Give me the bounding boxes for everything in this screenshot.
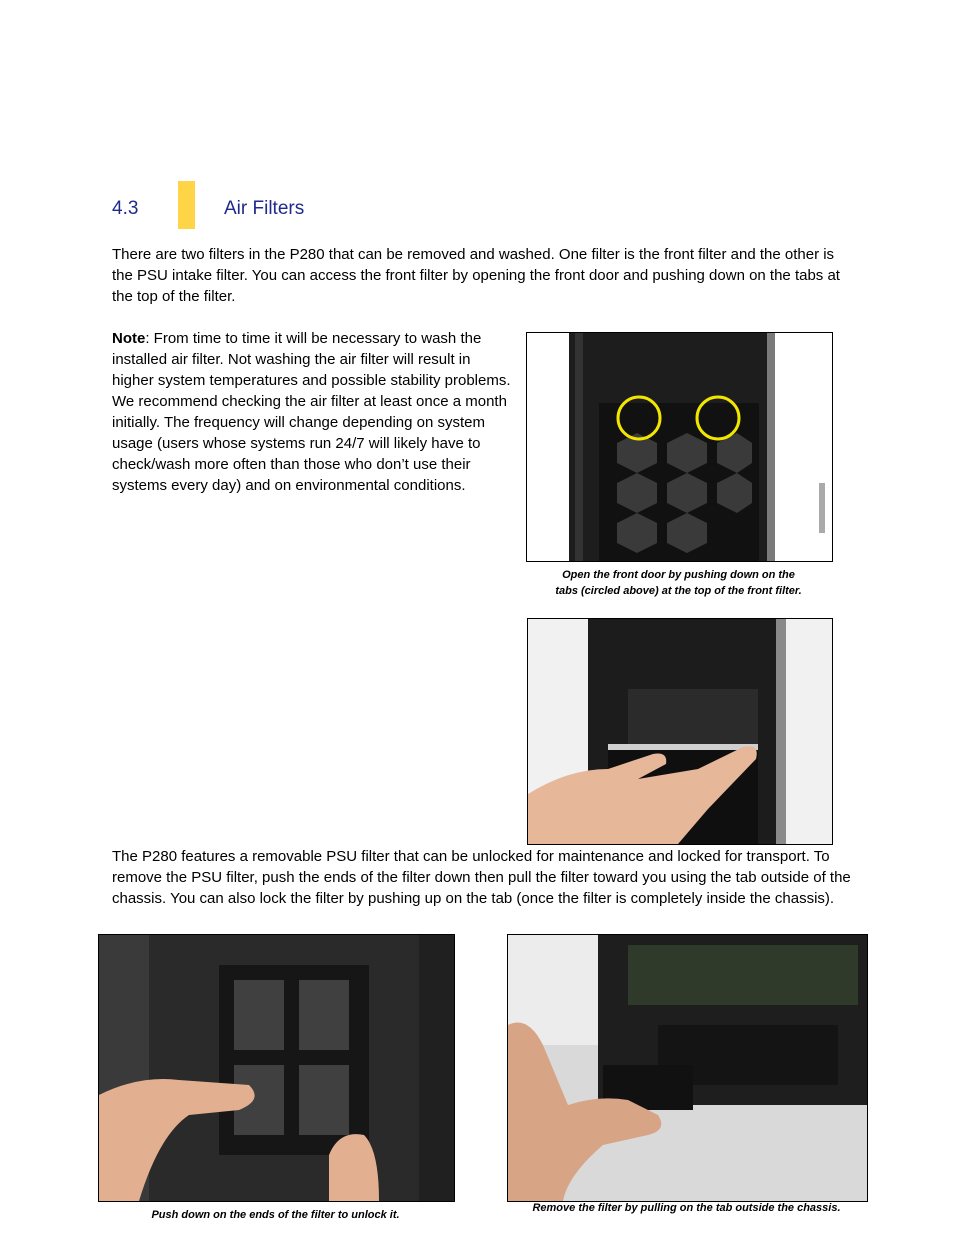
psu-filter-unlock-caption: Push down on the ends of the filter to unlock it. xyxy=(151,1209,400,1221)
section-number: 4.3 xyxy=(112,198,139,219)
front-filter-illustration xyxy=(527,333,832,561)
note-paragraph xyxy=(112,328,512,496)
front-filter-removal-illustration xyxy=(528,619,832,844)
note-text: : From time to time it will be necessary to wash the installed air filter. Not washing the air filter will result in higher system temperatures and possible stability problems. We recommend checking the air filter at least once a month initially. The frequency will change depending on system usage (users whose systems run 24/7 will likely have to check/wash more often than those who don’t use their systems every day) and on environmental conditions. xyxy=(112,330,511,494)
psu-filter-unlock-photo xyxy=(98,934,455,1202)
section-title: Air Filters xyxy=(224,198,305,219)
section-accent-bar xyxy=(178,181,195,229)
front-filter-caption-line1: Open the front door by pushing down on the xyxy=(562,569,795,581)
psu-filter-pull-photo xyxy=(507,934,868,1202)
psu-filter-pull-caption: Remove the filter by pulling on the tab outside the chassis. xyxy=(532,1202,841,1214)
front-filter-photo xyxy=(526,332,833,562)
psu-paragraph: The P280 features a removable PSU filter that can be unlocked for maintenance and locked for transport. To remove the PSU filter, push the ends of the filter down then pull the filter toward you using the tab outside of the chassis. You can also lock the filter by pushing up on the tab (once the filter is completely inside the chassis). xyxy=(112,848,851,907)
intro-paragraph: There are two filters in the P280 that can be removed and washed. One filter is the front filter and the other is the PSU intake filter. You can access the front filter by opening the front door and pushing down on the tabs at the top of the filter. xyxy=(112,246,840,305)
front-filter-caption-line2: tabs (circled above) at the top of the front filter. xyxy=(555,585,802,597)
front-filter-removal-photo xyxy=(527,618,833,845)
psu-filter-pull-illustration xyxy=(508,935,867,1201)
front-filter-caption xyxy=(526,567,831,599)
note-label: Note xyxy=(112,330,146,347)
psu-filter-unlock-illustration xyxy=(99,935,454,1201)
